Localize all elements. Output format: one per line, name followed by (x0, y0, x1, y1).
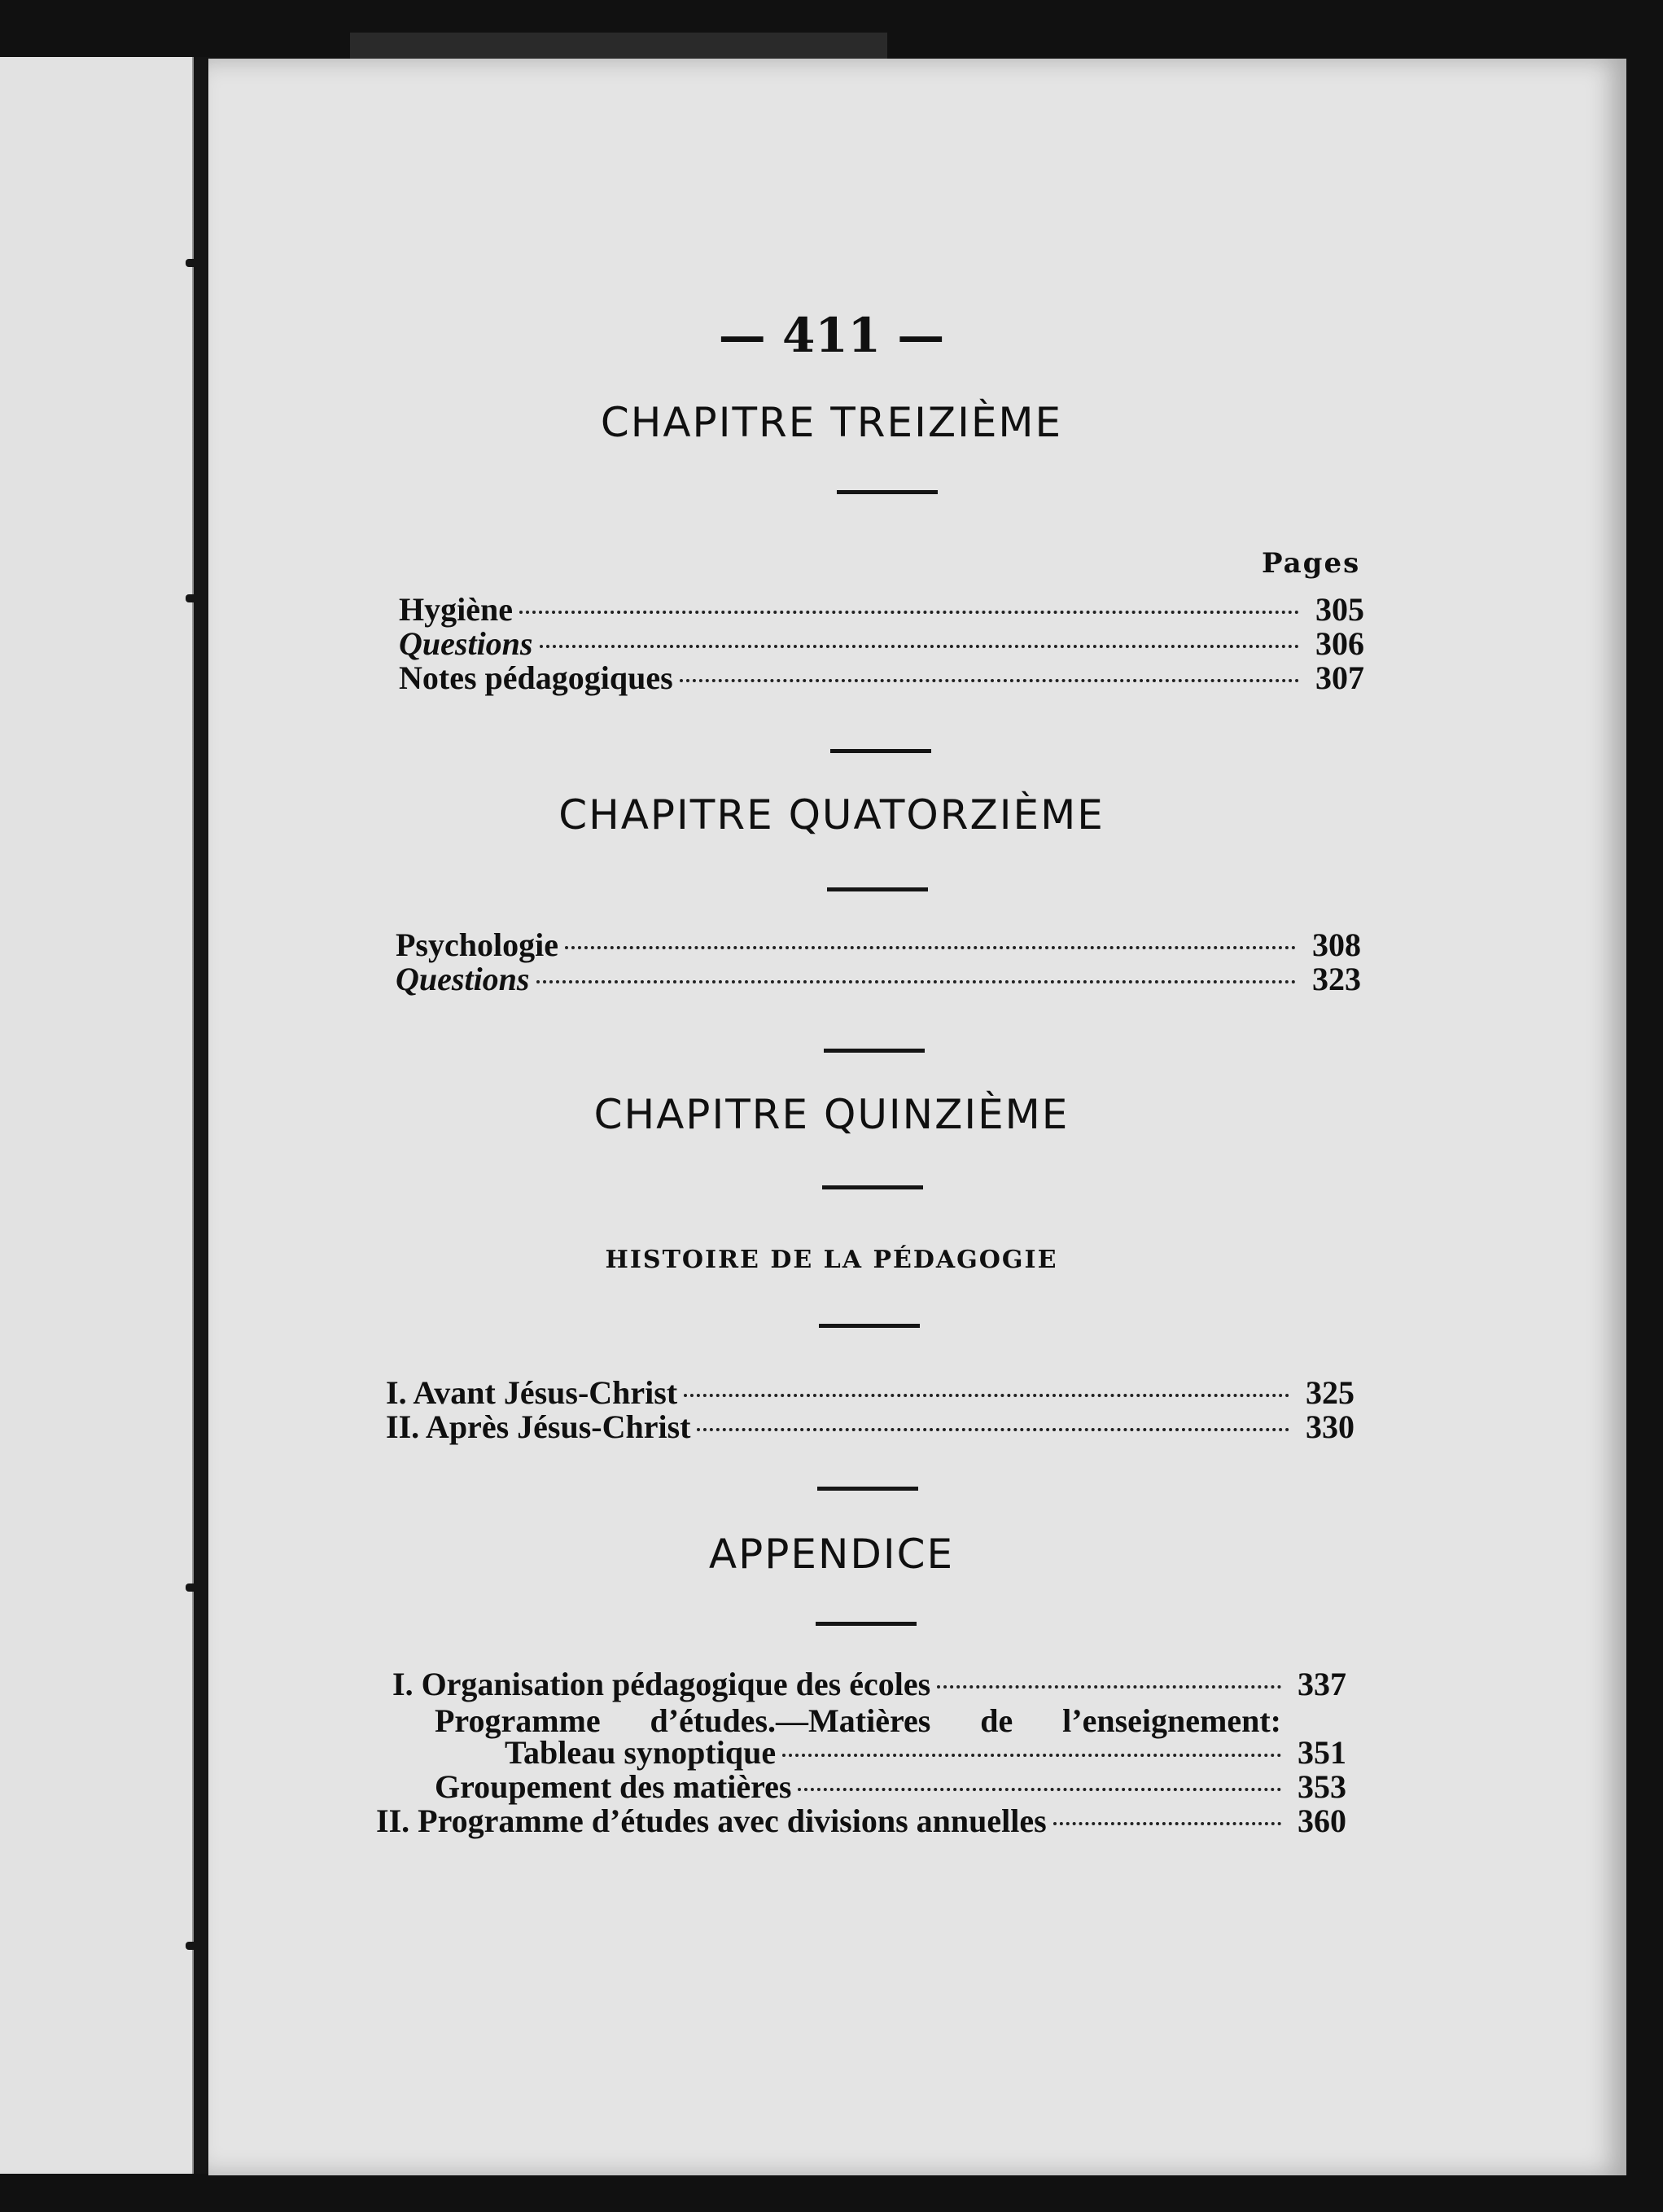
dot-leader (1053, 1822, 1281, 1825)
dot-leader (680, 679, 1299, 682)
divider-rule (827, 887, 928, 891)
toc-entry (505, 1736, 1346, 1770)
toc-entry-label: I. Avant Jésus-Christ (386, 1374, 678, 1411)
dot-leader (684, 1394, 1289, 1397)
dot-leader (798, 1788, 1281, 1791)
divider-rule (816, 1622, 917, 1626)
divider-rule (830, 749, 931, 753)
toc-entry (396, 928, 1361, 962)
toc-entry-label: I. Organisation pédagogique des écoles (392, 1666, 931, 1702)
toc-entry-label: Questions (396, 961, 530, 997)
dot-leader (540, 645, 1300, 648)
divider-rule (819, 1324, 920, 1328)
dot-leader (519, 611, 1299, 614)
chapter-15-title: CHAPITRE QUINZIÈME (593, 1091, 1070, 1138)
toc-entry-page: 330 (1306, 1408, 1354, 1445)
toc-entry (399, 593, 1364, 627)
toc-entry-label: II. Programme d’études avec divisions annuelles (376, 1802, 1047, 1839)
chapter-15-subtitle: HISTOIRE DE LA PÉDAGOGIE (605, 1246, 1058, 1274)
toc-entry-label: Hygiène (399, 591, 513, 628)
divider-rule (822, 1185, 923, 1189)
toc-continuation-line: Programme d’études.—Matières de l’enseignement: (435, 1702, 1281, 1739)
appendix-title: APPENDICE (708, 1531, 955, 1578)
toc-entry (396, 962, 1361, 996)
dot-leader (697, 1428, 1289, 1431)
divider-rule (837, 490, 938, 494)
toc-entry (435, 1770, 1346, 1804)
chapter-13-title: CHAPITRE TREIZIÈME (600, 399, 1063, 446)
toc-entry-page: 351 (1298, 1734, 1346, 1771)
toc-entry-label: Psychologie (396, 926, 558, 963)
toc-entry-page: 307 (1315, 659, 1364, 696)
toc-entry-page: 360 (1298, 1802, 1346, 1839)
page-number: — 411 — (718, 308, 945, 363)
toc-entry (386, 1410, 1354, 1444)
dot-leader (565, 946, 1296, 949)
toc-entry (399, 661, 1364, 695)
toc-entry-page: 353 (1298, 1768, 1346, 1805)
dot-leader (782, 1754, 1281, 1757)
toc-entry (399, 627, 1364, 661)
dot-leader (536, 980, 1297, 983)
toc-entry-label: Groupement des matières (435, 1768, 792, 1805)
divider-rule (824, 1049, 925, 1053)
toc-entry-page: 306 (1315, 625, 1364, 662)
toc-entry-page: 323 (1312, 961, 1361, 997)
toc-entry (386, 1376, 1354, 1410)
chapter-14-title: CHAPITRE QUATORZIÈME (558, 791, 1105, 839)
toc-entry-page: 305 (1315, 591, 1364, 628)
toc-entry-page: 308 (1312, 926, 1361, 963)
toc-entry-label: II. Après Jésus-Christ (386, 1408, 691, 1445)
toc-entry-label: Tableau synoptique (505, 1734, 777, 1771)
toc-entry (392, 1667, 1346, 1702)
toc-entry-page: 325 (1306, 1374, 1354, 1411)
pages-column-heading: Pages (1262, 547, 1361, 580)
toc-entry (376, 1804, 1346, 1838)
toc-entry-label: Questions (399, 625, 533, 662)
divider-rule (817, 1487, 918, 1491)
dot-leader (937, 1685, 1281, 1689)
toc-entry-page: 337 (1298, 1666, 1346, 1702)
toc-entry-label: Notes pédagogiques (399, 659, 673, 696)
